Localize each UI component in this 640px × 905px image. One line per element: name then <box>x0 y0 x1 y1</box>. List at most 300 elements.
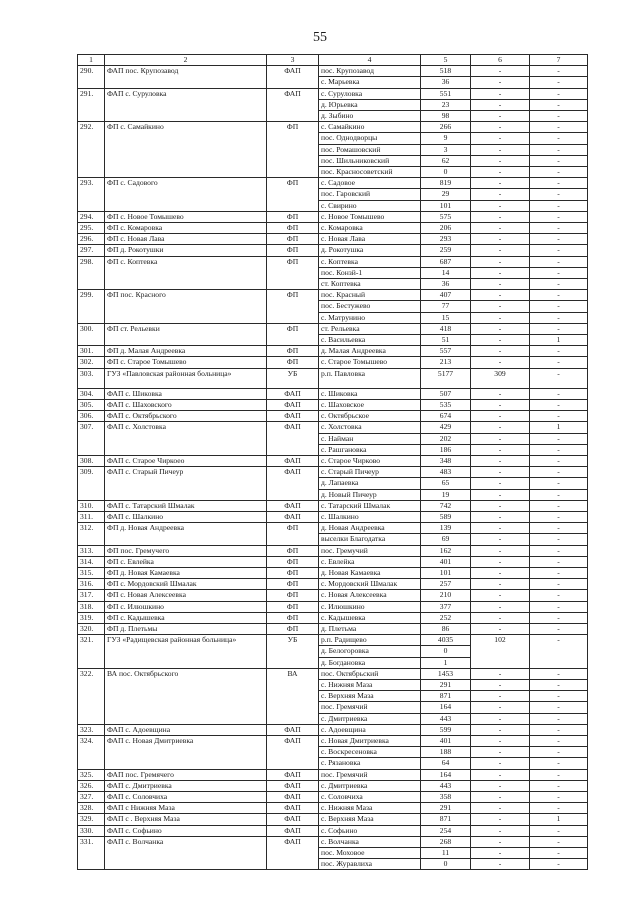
column7-value: - <box>530 668 588 679</box>
row-number: 291. <box>78 88 105 122</box>
population-value: 429 <box>421 422 471 433</box>
institution-name: ФП пос. Гремучего <box>105 545 267 556</box>
row-number: 297. <box>78 245 105 256</box>
row-number: 329. <box>78 814 105 825</box>
column6-value: - <box>471 724 530 735</box>
settlement-name: с. Новая Лава <box>319 234 421 245</box>
column7-value: - <box>530 444 588 455</box>
row-number: 312. <box>78 523 105 545</box>
population-value: 252 <box>421 612 471 623</box>
column6-value: - <box>471 780 530 791</box>
column7-value: - <box>530 433 588 444</box>
institution-name: ФП с. Илюшкино <box>105 601 267 612</box>
settlement-name: д. Плетьма <box>319 623 421 634</box>
column7-value: - <box>530 178 588 189</box>
column6-value: - <box>471 189 530 200</box>
column6-value: - <box>471 623 530 634</box>
population-value: 69 <box>421 534 471 545</box>
population-value: 551 <box>421 88 471 99</box>
institution-name: ФАП с. Старое Чиркоео <box>105 455 267 466</box>
page-number: 55 <box>313 30 327 45</box>
column7-value: - <box>530 267 588 278</box>
table-row <box>78 579 588 590</box>
column6-value: - <box>471 511 530 522</box>
settlement-name: р.п. Радищево <box>319 635 421 646</box>
column7-value: - <box>530 279 588 290</box>
table-row <box>78 523 588 534</box>
column7-value: - <box>530 825 588 836</box>
column7-value: - <box>530 590 588 601</box>
row-number: 296. <box>78 234 105 245</box>
row-number: 315. <box>78 567 105 578</box>
column6-value: - <box>471 290 530 301</box>
column6-value: - <box>471 111 530 122</box>
column7-value: - <box>530 579 588 590</box>
column7-value: - <box>530 747 588 758</box>
row-number: 318. <box>78 601 105 612</box>
column7-value: - <box>530 534 588 545</box>
population-value: 674 <box>421 411 471 422</box>
table-row <box>78 511 588 522</box>
population-value: 14 <box>421 267 471 278</box>
settlement-name: р.п. Павловка <box>319 368 421 388</box>
settlement-name: пос. Красный <box>319 290 421 301</box>
column7-value: - <box>530 567 588 578</box>
table-row <box>78 357 588 368</box>
column7-value: - <box>530 155 588 166</box>
population-value: 291 <box>421 803 471 814</box>
table-row <box>78 178 588 189</box>
institution-type: ФАП <box>267 88 319 122</box>
row-number: 304. <box>78 388 105 399</box>
header-cell: 4 <box>319 55 421 66</box>
settlement-name: с. Садовое <box>319 178 421 189</box>
column7-value: - <box>530 88 588 99</box>
institution-type: ФАП <box>267 511 319 522</box>
column6-value: - <box>471 702 530 713</box>
settlement-name: с. Евлейка <box>319 556 421 567</box>
column7-value: - <box>530 399 588 410</box>
row-number: 317. <box>78 590 105 601</box>
population-value: 101 <box>421 200 471 211</box>
column7-value: - <box>530 189 588 200</box>
settlement-name: с. Коптевка <box>319 256 421 267</box>
column7-value: - <box>530 635 588 669</box>
column6-value: - <box>471 523 530 534</box>
institution-type: ФП <box>267 567 319 578</box>
settlement-name: с. Комаровка <box>319 223 421 234</box>
table-row <box>78 290 588 301</box>
settlement-name: ст. Рельевка <box>319 323 421 334</box>
population-value: 5177 <box>421 368 471 388</box>
population-value: 266 <box>421 122 471 133</box>
settlement-name: с. Волчанка <box>319 836 421 847</box>
header-cell: 2 <box>105 55 267 66</box>
column6-value: - <box>471 267 530 278</box>
population-value: 0 <box>421 167 471 178</box>
population-value: 257 <box>421 579 471 590</box>
table-row <box>78 623 588 634</box>
institution-type: ФП <box>267 579 319 590</box>
institution-type: ФП <box>267 290 319 324</box>
column7-value: 1 <box>530 422 588 433</box>
settlements-table <box>77 54 588 870</box>
population-value: 0 <box>421 859 471 870</box>
settlement-name: с. Матрунино <box>319 312 421 323</box>
table-row <box>78 612 588 623</box>
table-row <box>78 422 588 433</box>
row-number: 290. <box>78 66 105 88</box>
table-row <box>78 780 588 791</box>
table-row <box>78 724 588 735</box>
population-value: 23 <box>421 99 471 110</box>
population-value: 1453 <box>421 668 471 679</box>
settlement-name: пос. Ромашовский <box>319 144 421 155</box>
column7-value: - <box>530 223 588 234</box>
column6-value: - <box>471 155 530 166</box>
column6-value: - <box>471 323 530 334</box>
population-value: 871 <box>421 814 471 825</box>
table-row <box>78 792 588 803</box>
column7-value: - <box>530 211 588 222</box>
settlement-name: с. Свирино <box>319 200 421 211</box>
column7-value: - <box>530 388 588 399</box>
row-number: 302. <box>78 357 105 368</box>
institution-type: ФАП <box>267 399 319 410</box>
column6-value: - <box>471 357 530 368</box>
row-number: 314. <box>78 556 105 567</box>
settlement-name: с. Татарский Шмалак <box>319 500 421 511</box>
settlement-name: с. Новая Алексеевка <box>319 590 421 601</box>
population-value: 575 <box>421 211 471 222</box>
column7-value: 1 <box>530 335 588 346</box>
population-value: 51 <box>421 335 471 346</box>
column6-value: - <box>471 601 530 612</box>
institution-name: ФАП с. Шаховского <box>105 399 267 410</box>
column7-value: - <box>530 500 588 511</box>
row-number: 310. <box>78 500 105 511</box>
table-row <box>78 556 588 567</box>
population-value: 418 <box>421 323 471 334</box>
settlement-name: с. Мордовский Шмалак <box>319 579 421 590</box>
institution-name: ФП с. Старое Томышево <box>105 357 267 368</box>
settlement-name: д. Новая Камаевка <box>319 567 421 578</box>
column6-value: - <box>471 399 530 410</box>
column6-value: - <box>471 567 530 578</box>
table-row <box>78 825 588 836</box>
population-value: 98 <box>421 111 471 122</box>
column6-value: - <box>471 792 530 803</box>
population-value: 164 <box>421 769 471 780</box>
header-cell: 5 <box>421 55 471 66</box>
institution-type: ФП <box>267 245 319 256</box>
header-cell: 1 <box>78 55 105 66</box>
settlement-name: с. Верхняя Маза <box>319 691 421 702</box>
column7-value: - <box>530 200 588 211</box>
column6-value: - <box>471 579 530 590</box>
population-value: 19 <box>421 489 471 500</box>
population-value: 213 <box>421 357 471 368</box>
population-value: 377 <box>421 601 471 612</box>
settlement-name: с. Шиковка <box>319 388 421 399</box>
column6-value: - <box>471 478 530 489</box>
institution-type: ФАП <box>267 467 319 501</box>
institution-type: ФП <box>267 211 319 222</box>
population-value: 599 <box>421 724 471 735</box>
row-number: 324. <box>78 735 105 769</box>
settlement-name: с. Суруловка <box>319 88 421 99</box>
population-value: 36 <box>421 279 471 290</box>
institution-name: ФП с. Комаровка <box>105 223 267 234</box>
institution-type: УБ <box>267 635 319 669</box>
population-value: 358 <box>421 792 471 803</box>
institution-type: ФАП <box>267 388 319 399</box>
column7-value: - <box>530 301 588 312</box>
settlement-name: пос. Гаровский <box>319 189 421 200</box>
institution-type: ФП <box>267 612 319 623</box>
institution-name: ФП д. Малая Андреевка <box>105 346 267 357</box>
table-row <box>78 467 588 478</box>
column7-value: - <box>530 256 588 267</box>
column6-value: - <box>471 713 530 724</box>
settlement-name: с. Соловчиха <box>319 792 421 803</box>
institution-type: ФАП <box>267 735 319 769</box>
population-value: 401 <box>421 735 471 746</box>
row-number: 295. <box>78 223 105 234</box>
institution-type: ВА <box>267 668 319 724</box>
institution-type: ФП <box>267 556 319 567</box>
institution-name: ФП д. Рокотушки <box>105 245 267 256</box>
table-row <box>78 411 588 422</box>
column6-value: - <box>471 467 530 478</box>
row-number: 300. <box>78 323 105 345</box>
column6-value: - <box>471 859 530 870</box>
column6-value: - <box>471 178 530 189</box>
settlement-name: с. Холстовка <box>319 422 421 433</box>
institution-name: ФП ст. Рельевки <box>105 323 267 345</box>
table-row <box>78 223 588 234</box>
population-value: 11 <box>421 848 471 859</box>
column7-value: - <box>530 780 588 791</box>
population-value: 64 <box>421 758 471 769</box>
column7-value: - <box>530 601 588 612</box>
column6-value: - <box>471 200 530 211</box>
population-value: 589 <box>421 511 471 522</box>
table-row <box>78 122 588 133</box>
column6-value: - <box>471 825 530 836</box>
column7-value: - <box>530 792 588 803</box>
population-value: 254 <box>421 825 471 836</box>
column6-value: - <box>471 301 530 312</box>
column6-value: - <box>471 167 530 178</box>
settlement-name: пос. Крупозавод <box>319 66 421 77</box>
column7-value: - <box>530 133 588 144</box>
settlement-name: с. Шаховское <box>319 399 421 410</box>
settlement-name: с. Дмитриевка <box>319 780 421 791</box>
institution-name: ФАП с. Холстовка <box>105 422 267 456</box>
column7-value: - <box>530 612 588 623</box>
institution-type: ФП <box>267 523 319 545</box>
row-number: 330. <box>78 825 105 836</box>
population-value: 518 <box>421 66 471 77</box>
population-value: 871 <box>421 691 471 702</box>
settlement-name: пос. Бестужево <box>319 301 421 312</box>
institution-name: ГУЗ «Павловская районная больница» <box>105 368 267 388</box>
row-number: 292. <box>78 122 105 178</box>
settlement-name: пос. Гремучий <box>319 545 421 556</box>
column7-value: - <box>530 735 588 746</box>
column6-value: - <box>471 122 530 133</box>
table-row <box>78 256 588 267</box>
population-value: 186 <box>421 444 471 455</box>
institution-name: ФП с. Новое Томышево <box>105 211 267 222</box>
table-row <box>78 500 588 511</box>
table-row <box>78 455 588 466</box>
column6-value: - <box>471 245 530 256</box>
population-value: 687 <box>421 256 471 267</box>
column6-value: - <box>471 534 530 545</box>
row-number: 322. <box>78 668 105 724</box>
population-value: 36 <box>421 77 471 88</box>
institution-name: ФАП пос. Гремячего <box>105 769 267 780</box>
population-value: 348 <box>421 455 471 466</box>
column6-value: - <box>471 691 530 702</box>
column6-value: - <box>471 144 530 155</box>
settlement-name: с. Рязановка <box>319 758 421 769</box>
column6-value: - <box>471 769 530 780</box>
institution-name: ВА пос. Октябрьского <box>105 668 267 724</box>
institution-name: ФП с. Коптевка <box>105 256 267 290</box>
institution-type: ФАП <box>267 825 319 836</box>
column7-value: - <box>530 836 588 847</box>
institution-name: ФП с. Новая Лава <box>105 234 267 245</box>
settlement-name: пос. Конзй-1 <box>319 267 421 278</box>
settlement-name: д. Юрьевка <box>319 99 421 110</box>
settlement-name: пос. Красносоветский <box>319 167 421 178</box>
population-value: 29 <box>421 189 471 200</box>
row-number: 319. <box>78 612 105 623</box>
settlement-name: д. Малая Андреевка <box>319 346 421 357</box>
column6-value: - <box>471 99 530 110</box>
settlement-name: с. Марьевка <box>319 77 421 88</box>
institution-type: ФП <box>267 346 319 357</box>
row-number: 298. <box>78 256 105 290</box>
institution-name: ФАП с. Старый Пичеур <box>105 467 267 501</box>
column6-value: - <box>471 211 530 222</box>
column6-value: - <box>471 590 530 601</box>
settlement-name: с. Адоевщина <box>319 724 421 735</box>
column7-value: - <box>530 234 588 245</box>
population-value: 535 <box>421 399 471 410</box>
table-row <box>78 245 588 256</box>
institution-type: ФАП <box>267 814 319 825</box>
settlement-name: с. Новое Томышево <box>319 211 421 222</box>
settlement-name: д. Богдановка <box>319 657 421 668</box>
institution-name: ФАП с. Татарский Шмалак <box>105 500 267 511</box>
column6-value: 102 <box>471 635 530 669</box>
settlement-name: с. Софьино <box>319 825 421 836</box>
column7-value: - <box>530 411 588 422</box>
settlement-name: д. Новая Андреевка <box>319 523 421 534</box>
column7-value: - <box>530 144 588 155</box>
population-value: 206 <box>421 223 471 234</box>
institution-type: УБ <box>267 368 319 388</box>
column6-value: 309 <box>471 368 530 388</box>
column7-value: - <box>530 111 588 122</box>
column7-value: - <box>530 290 588 301</box>
institution-type: ФП <box>267 234 319 245</box>
institution-name: ФАП с. Суруловка <box>105 88 267 122</box>
institution-name: ФАП с Нижняя Маза <box>105 803 267 814</box>
population-value: 259 <box>421 245 471 256</box>
column7-value: - <box>530 758 588 769</box>
population-value: 139 <box>421 523 471 534</box>
institution-type: ФП <box>267 122 319 178</box>
table-row <box>78 567 588 578</box>
row-number: 313. <box>78 545 105 556</box>
settlement-name: ст. Коптевка <box>319 279 421 290</box>
row-number: 293. <box>78 178 105 212</box>
row-number: 325. <box>78 769 105 780</box>
institution-type: ФП <box>267 601 319 612</box>
settlement-name: пос. Однодворцы <box>319 133 421 144</box>
population-value: 210 <box>421 590 471 601</box>
settlement-name: с. Нижняя Маза <box>319 803 421 814</box>
row-number: 323. <box>78 724 105 735</box>
institution-type: ФАП <box>267 780 319 791</box>
column7-value: - <box>530 312 588 323</box>
row-number: 307. <box>78 422 105 456</box>
row-number: 328. <box>78 803 105 814</box>
settlement-name: с. Старое Чирково <box>319 455 421 466</box>
table-row <box>78 399 588 410</box>
row-number: 299. <box>78 290 105 324</box>
settlement-name: с. Кадышевка <box>319 612 421 623</box>
column7-value: - <box>530 724 588 735</box>
column7-value: - <box>530 357 588 368</box>
column7-value: - <box>530 623 588 634</box>
institution-name: ФП д. Новая Андреевка <box>105 523 267 545</box>
column7-value: - <box>530 66 588 77</box>
institution-name: ФП д. Новая Камаевка <box>105 567 267 578</box>
header-cell: 6 <box>471 55 530 66</box>
institution-name: ФП с. Самайкино <box>105 122 267 178</box>
column6-value: - <box>471 848 530 859</box>
settlement-name: с. Самайкино <box>319 122 421 133</box>
population-value: 101 <box>421 567 471 578</box>
settlement-name: д. Лапаевка <box>319 478 421 489</box>
settlement-name: с. Дмитриевка <box>319 713 421 724</box>
population-value: 742 <box>421 500 471 511</box>
institution-name: ФП с. Мордовский Шмалак <box>105 579 267 590</box>
column7-value: - <box>530 713 588 724</box>
settlement-name: д. Зыбино <box>319 111 421 122</box>
column7-value: - <box>530 545 588 556</box>
column7-value: - <box>530 679 588 690</box>
column6-value: - <box>471 455 530 466</box>
column7-value: - <box>530 346 588 357</box>
institution-type: ФАП <box>267 422 319 456</box>
column6-value: - <box>471 411 530 422</box>
row-number: 301. <box>78 346 105 357</box>
institution-name: ФАП с . Верхняя Маза <box>105 814 267 825</box>
population-value: 291 <box>421 679 471 690</box>
population-value: 3 <box>421 144 471 155</box>
institution-type: ФП <box>267 178 319 212</box>
column7-value: - <box>530 467 588 478</box>
settlement-name: выселки Благодатка <box>319 534 421 545</box>
population-value: 164 <box>421 702 471 713</box>
